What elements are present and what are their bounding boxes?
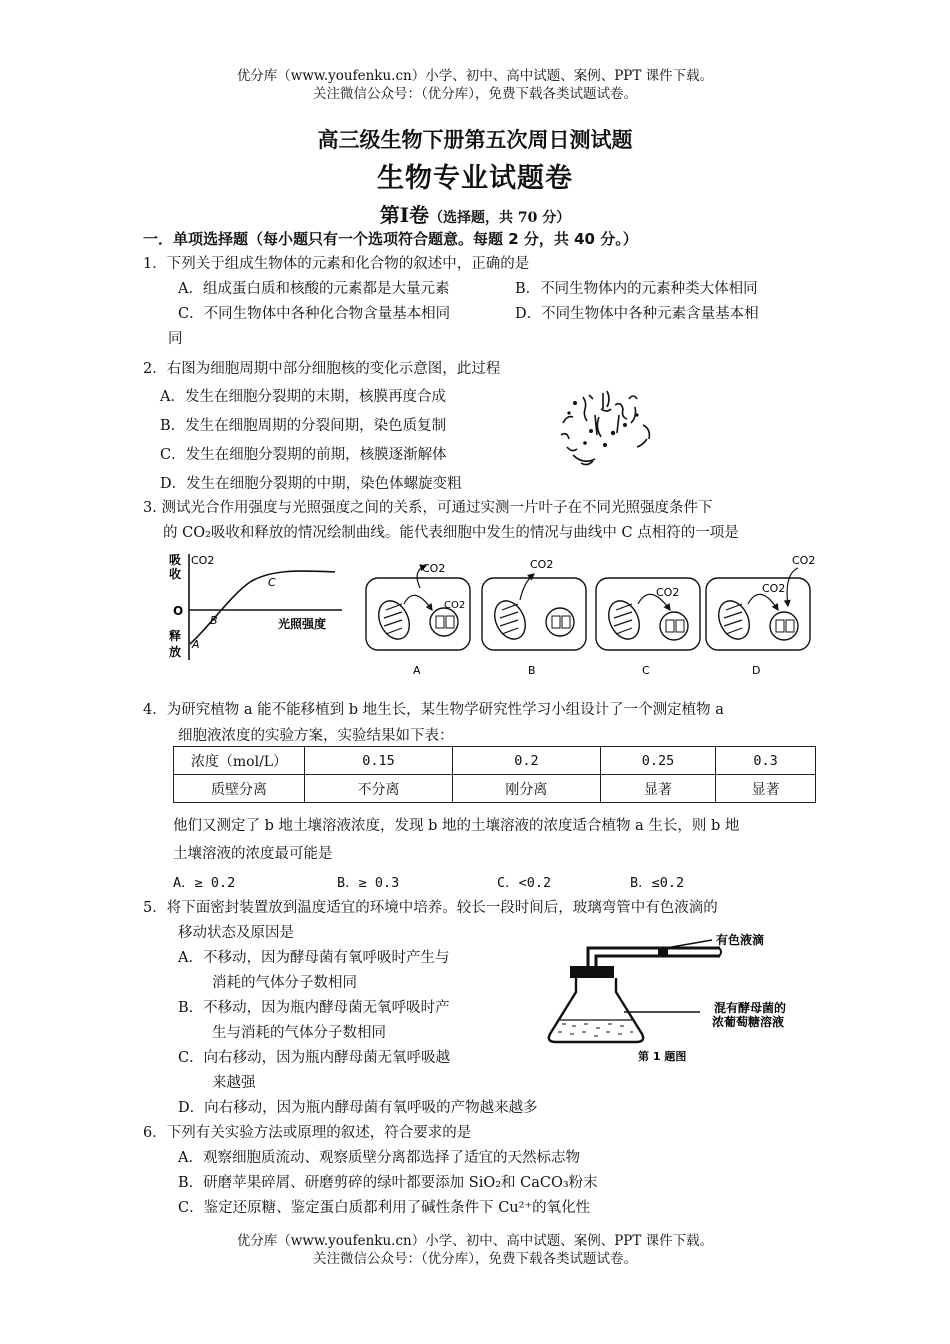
cell-d-co2-outer: CO2	[792, 554, 816, 567]
header-line-1: 优分库（www.youfenku.cn）小学、初中、高中试题、案例、PPT 课件下载。	[236, 68, 714, 84]
cell-a-label: A	[413, 664, 421, 677]
cell-b	[482, 574, 586, 650]
flask-solution-label-2: 浓葡萄糖溶液	[712, 1015, 785, 1029]
flask-caption: 第 1 题图	[638, 1050, 687, 1063]
table-cell: 0.3	[716, 747, 816, 775]
q4-option-c: C．<0.2	[497, 875, 552, 891]
table-row	[174, 747, 816, 775]
q6-option-b: B．研磨苹果碎屑、研磨剪碎的绿叶都要添加 SiO₂和 CaCO₃粉末	[178, 1175, 598, 1191]
q5-stem-1: 5．将下面密封装置放到温度适宜的环境中培养。较长一段时间后，玻璃弯管中有色液滴的	[143, 900, 718, 916]
q1-option-b: B．不同生物体内的元素种类大体相同	[515, 281, 758, 297]
q2-option-a: A．发生在细胞分裂期的末期，核膜再度合成	[160, 389, 446, 405]
cell-c	[596, 578, 700, 650]
header-line-2: 关注微信公众号：（优分库），免费下载各类试题试卷。	[313, 86, 637, 102]
q6-stem: 6．下列有关实验方法或原理的叙述，符合要求的是	[143, 1125, 472, 1141]
flask-stopper	[570, 966, 614, 978]
graph-y-top-label-2: 收	[169, 567, 182, 581]
q2-nucleus-figure	[555, 385, 665, 470]
page-title: 高三级生物下册第五次周日测试题	[317, 127, 633, 152]
flask-droplet-label: 有色液滴	[716, 933, 765, 947]
q4-stem-2: 细胞液浓度的实验方案，实验结果如下表：	[178, 728, 454, 744]
q2-option-d: D．发生在细胞分裂期的中期，染色体螺旋变粗	[160, 476, 462, 492]
cell-d-co2-inner: CO2	[762, 582, 786, 595]
q4-stem-1: 4．为研究植物 a 能不能移植到 b 地生长，某生物学研究性学习小组设计了一个测定植物 a	[143, 702, 724, 718]
q5-option-d: D．向右移动，因为瓶内酵母菌有氧呼吸的产物越来越多	[178, 1100, 538, 1116]
q5-option-a-2: 消耗的气体分子数相同	[212, 975, 357, 991]
q1-option-d-wrap: 同	[168, 331, 183, 347]
q3-cell-diagrams	[360, 548, 820, 680]
q5-option-b-2: 生与消耗的气体分子数相同	[212, 1025, 386, 1041]
graph-co2-label: CO2	[191, 554, 215, 567]
q6-option-a: A．观察细胞质流动、观察质壁分离都选择了适宜的天然标志物	[178, 1150, 580, 1166]
flask-solution-label-1: 混有酵母菌的	[714, 1001, 787, 1015]
q1-option-d: D．不同生物体中各种元素含量基本相	[515, 306, 759, 322]
footer-line-2: 关注微信公众号：（优分库），免费下载各类试题试卷。	[313, 1251, 637, 1267]
q1-option-a: A．组成蛋白质和核酸的元素都是大量元素	[178, 281, 450, 297]
table-cell: 0.2	[452, 747, 600, 775]
part-title-main: 第Ⅰ卷	[379, 203, 430, 227]
graph-y-bottom-label: 释	[169, 629, 182, 643]
q3-stem-2: 的 CO₂吸收和释放的情况绘制曲线。能代表细胞中发生的情况与曲线中 C 点相符的一项是	[163, 525, 739, 541]
q4-after-1: 他们又测定了 b 地土壤溶液浓度，发现 b 地的土壤溶液的浓度适合植物 a 生长，则 b 地	[173, 818, 740, 834]
q6-option-c: C．鉴定还原糖、鉴定蛋白质都利用了碱性条件下 Cu²⁺的氧化性	[178, 1200, 591, 1216]
q1-stem: 1．下列关于组成生物体的元素和化合物的叙述中，正确的是	[143, 256, 530, 272]
table-cell: 刚分离	[452, 775, 600, 803]
cell-b-label: B	[528, 664, 536, 677]
q5-option-a-1: A．不移动，因为酵母菌有氧呼吸时产生与	[178, 950, 450, 966]
part-title	[0, 199, 950, 228]
table-header-cell: 质壁分离	[174, 775, 305, 803]
table-cell: 0.25	[600, 747, 715, 775]
graph-point-c: C	[268, 576, 276, 589]
q4-result-table	[173, 746, 816, 803]
q4-option-d: B．≤0.2	[630, 875, 685, 891]
q4-option-a: A．≥ 0.2	[173, 875, 236, 891]
page-subtitle: 生物专业试题卷	[377, 163, 573, 194]
table-cell: 显著	[600, 775, 715, 803]
table-header-cell: 浓度（mol/L）	[174, 747, 305, 775]
cell-d-label: D	[752, 664, 761, 677]
q5-stem-2: 移动状态及原因是	[178, 925, 294, 941]
q3-stem-1: 3. 测试光合作用强度与光照强度之间的关系，可通过实测一片叶子在不同光照强度条件下	[143, 500, 713, 516]
graph-point-a: A	[192, 638, 200, 651]
cell-c-co2: CO2	[656, 586, 680, 599]
q1-option-c: C．不同生物体中各种化合物含量基本相同	[178, 306, 451, 322]
graph-y-bottom-label-2: 放	[169, 645, 182, 659]
graph-point-b: B	[210, 614, 218, 627]
graph-curve	[190, 571, 335, 644]
q2-stem: 2．右图为细胞周期中部分细胞核的变化示意图，此过程	[143, 361, 501, 377]
q5-option-b-1: B．不移动，因为瓶内酵母菌无氧呼吸时产	[178, 1000, 450, 1016]
q2-option-c: C．发生在细胞分裂期的前期，核膜逐渐解体	[160, 447, 447, 463]
q4-after-2: 土壤溶液的浓度最可能是	[173, 846, 333, 862]
graph-origin-label: O	[173, 604, 184, 618]
q5-option-c-1: C．向右移动，因为瓶内酵母菌无氧呼吸越	[178, 1050, 451, 1066]
q5-option-c-2: 来越强	[212, 1075, 256, 1091]
table-row	[174, 775, 816, 803]
footer-line-1: 优分库（www.youfenku.cn）小学、初中、高中试题、案例、PPT 课件下载。	[236, 1233, 714, 1249]
cell-d	[706, 568, 810, 650]
table-cell: 不分离	[305, 775, 453, 803]
flask-body	[549, 978, 643, 1042]
part-title-note: （选择题，共 70 分）	[429, 210, 571, 226]
graph-x-label: 光照强度	[278, 617, 327, 631]
graph-y-top-label: 吸	[169, 553, 182, 567]
q4-option-b: B．≥ 0.3	[337, 875, 400, 891]
cell-b-co2: CO2	[530, 558, 554, 571]
section-heading: 一．单项选择题（每小题只有一个选项符合题意。每题 2 分，共 40 分。）	[143, 230, 638, 248]
q3-photosynthesis-graph	[160, 548, 350, 666]
table-cell: 显著	[716, 775, 816, 803]
cell-c-label: C	[642, 664, 650, 677]
q5-flask-figure	[540, 926, 830, 1066]
q2-option-b: B．发生在细胞周期的分裂间期，染色质复制	[160, 418, 447, 434]
cell-a-co2-top: CO2	[422, 562, 446, 575]
cell-a-co2-inner: CO2	[444, 600, 466, 611]
table-cell: 0.15	[305, 747, 453, 775]
